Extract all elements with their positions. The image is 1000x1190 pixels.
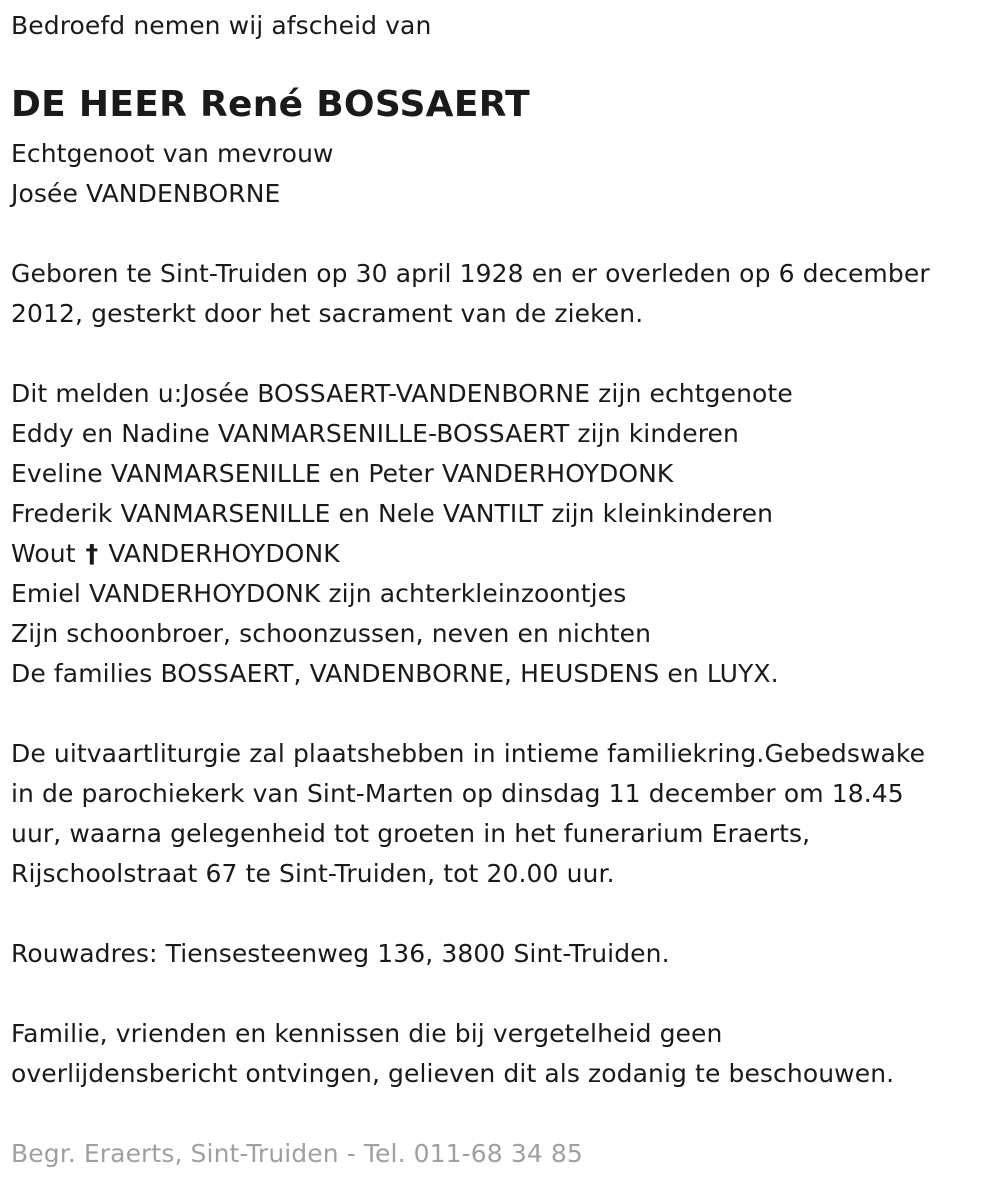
family-line: Dit melden u:Josée BOSSAERT-VANDENBORNE zijn echtgenote bbox=[11, 379, 793, 408]
intro-text: Bedroefd nemen wij afscheid van bbox=[11, 11, 432, 40]
birth-line-2: 2012, gesterkt door het sacrament van de zieken. bbox=[11, 299, 644, 328]
notice-line-1: Familie, vrienden en kennissen die bij vergetelheid geen bbox=[11, 1019, 723, 1048]
family-section bbox=[11, 374, 793, 694]
birth-death-section bbox=[11, 254, 930, 334]
family-line: Emiel VANDERHOYDONK zijn achterkleinzoontjes bbox=[11, 579, 627, 608]
address-line: Rouwadres: Tiensesteenweg 136, 3800 Sint-Truiden. bbox=[11, 939, 670, 968]
notice-line-2: overlijdensbericht ontvingen, gelieven dit als zodanig te beschouwen. bbox=[11, 1059, 895, 1088]
cross-icon: † bbox=[85, 539, 99, 568]
family-line: De families BOSSAERT, VANDENBORNE, HEUSDENS en LUYX. bbox=[11, 659, 779, 688]
ceremony-line-3: uur, waarna gelegenheid tot groeten in het funerarium Eraerts, bbox=[11, 819, 811, 848]
funeral-home-footer: Begr. Eraerts, Sint-Truiden - Tel. 011-68 34 85 bbox=[11, 1139, 583, 1168]
spouse-section bbox=[11, 134, 334, 214]
deceased-name: DE HEER René BOSSAERT bbox=[11, 84, 530, 125]
family-line: Zijn schoonbroer, schoonzussen, neven en nichten bbox=[11, 619, 652, 648]
family-name-first: Wout bbox=[11, 539, 76, 568]
notice-section bbox=[11, 1014, 894, 1094]
spouse-line-1: Echtgenoot van mevrouw bbox=[11, 139, 334, 168]
birth-line-1: Geboren te Sint-Truiden op 30 april 1928 en er overleden op 6 december bbox=[11, 259, 930, 288]
family-name-last: VANDERHOYDONK bbox=[108, 539, 340, 568]
ceremony-line-2: in de parochiekerk van Sint-Marten op dinsdag 11 december om 18.45 bbox=[11, 779, 904, 808]
ceremony-line-4: Rijschoolstraat 67 te Sint-Truiden, tot 20.00 uur. bbox=[11, 859, 615, 888]
ceremony-line-1: De uitvaartliturgie zal plaatshebben in intieme familiekring.Gebedswake bbox=[11, 739, 926, 768]
family-line: Frederik VANMARSENILLE en Nele VANTILT zijn kleinkinderen bbox=[11, 499, 774, 528]
ceremony-section bbox=[11, 734, 925, 894]
family-line: Eveline VANMARSENILLE en Peter VANDERHOYDONK bbox=[11, 459, 674, 488]
mourning-address bbox=[11, 934, 670, 974]
family-line: Eddy en Nadine VANMARSENILLE-BOSSAERT zijn kinderen bbox=[11, 419, 739, 448]
spouse-line-2: Josée VANDENBORNE bbox=[11, 179, 281, 208]
family-line-deceased-grandchild bbox=[11, 534, 793, 574]
